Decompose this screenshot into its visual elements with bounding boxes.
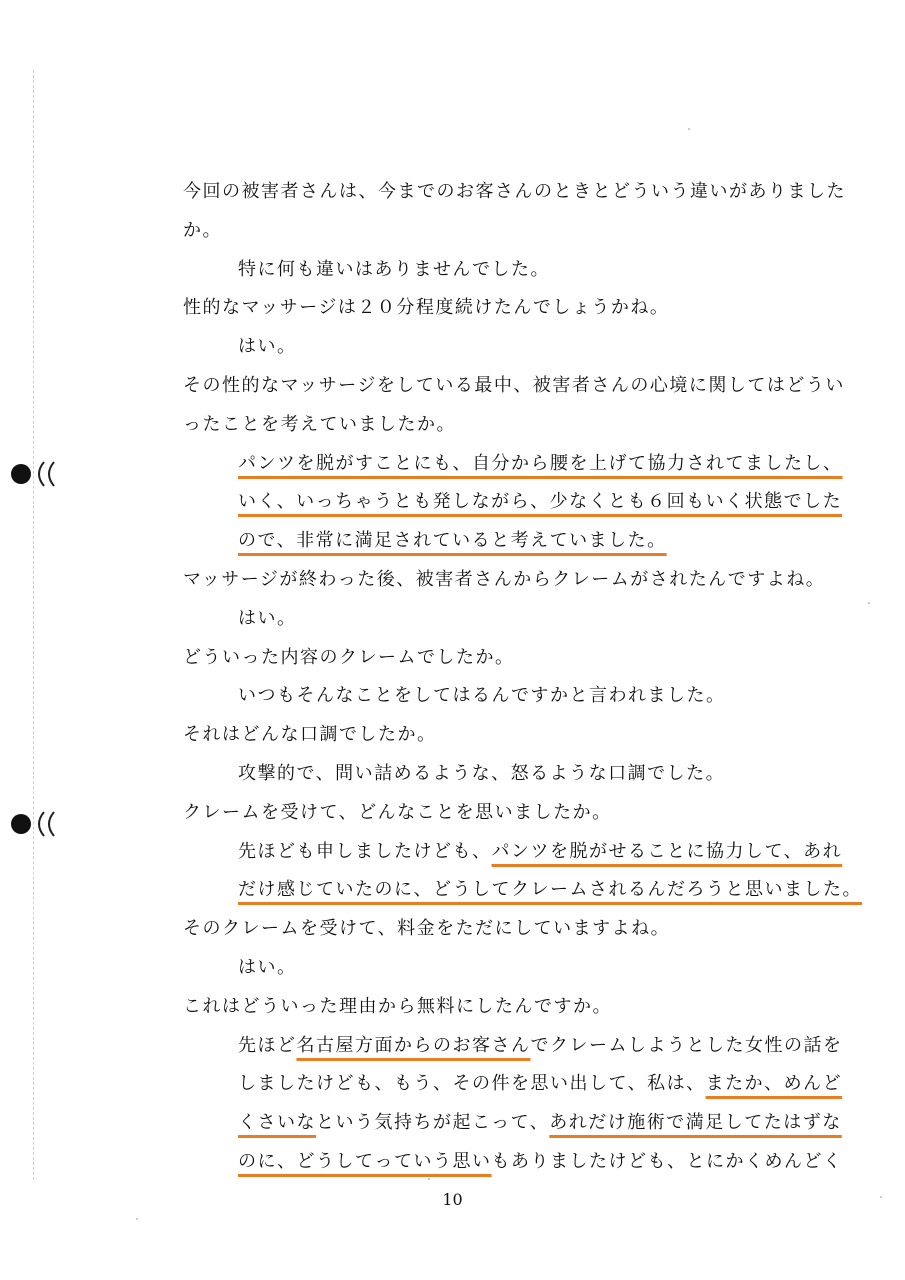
highlighted-text: ので、非常に満足されていると考えていました。 [238,530,667,552]
answer-line [238,1034,878,1058]
scan-speck [868,602,870,604]
scan-speck [136,1218,138,1220]
line-text: 攻撃的で、問い詰めるような、怒るような口調でした。 [238,763,726,784]
line-text: 今回の被害者さんは、今までのお客さんのときとどういう違いがありました [183,181,846,202]
question-line [183,180,846,204]
question-line [183,917,823,941]
highlighted-text: くさいな [238,1112,316,1134]
question-line [183,413,823,437]
line-text: いつもそんなことをしてはるんですかと言われました。 [238,685,726,707]
scan-speck [688,128,690,130]
answer-line [238,878,878,902]
answer-line [238,258,878,282]
line-text: これはどういった理由から無料にしたんですか。 [183,995,612,1017]
highlighted-text: 名古屋方面からのお客さん [296,1034,531,1056]
highlighted-text: だけ感じていたのに、どうしてクレームされるんだろうと思いました。 [238,879,862,901]
answer-line [238,684,878,708]
answer-line [238,335,878,359]
answer-line [238,529,878,553]
question-line [183,296,823,320]
question-line [183,568,826,592]
line-text: という気持ちが起こって、 [316,1112,550,1134]
highlighted-text: パンツを脱がせることに協力して、あれ [491,840,843,862]
line-text: 特に何も違いはありませんでした。 [238,258,550,280]
line-text: 先ほども申しましたけども、 [238,840,492,862]
line-text: はい。 [238,607,297,629]
highlighted-text: またか、めんど [705,1073,843,1095]
answer-line [238,490,878,514]
line-text: そのクレームを受けて、料金をただにしていますよね。 [183,918,671,940]
scan-speck [428,1178,430,1180]
answer-line [238,1150,878,1174]
line-text: クレームを受けて、どんなことを思いましたか。 [183,801,612,823]
answer-line [238,1072,878,1096]
question-line [183,995,823,1019]
line-text: それはどんな口調でしたか。 [183,724,437,746]
line-text: はい。 [238,957,297,978]
line-text: 性的なマッサージは２０分程度続けたんでしょうかね。 [183,297,670,319]
answer-line [238,607,878,631]
line-text: はい。 [238,336,297,358]
answer-line [238,762,878,786]
line-text: もありましたけども、とにかくめんどく [491,1151,843,1172]
page-number: 10 [442,1190,463,1209]
question-line [183,374,845,398]
punch-hole-icon [8,806,68,842]
answer-line [238,1111,878,1135]
answer-line [238,452,878,476]
line-text: ったことを考えていましたか。 [183,413,456,435]
question-line [183,646,823,670]
question-line [183,801,823,825]
line-text: マッサージが終わった後、被害者さんからクレームがされたんですよね。 [183,569,826,590]
question-line [183,723,823,747]
question-line [183,219,823,243]
highlighted-text: いく、いっちゃうとも発しながら、少なくとも６回もいく状態でした [238,491,843,513]
line-text: その性的なマッサージをしている最中、被害者さんの心境に関してはどうい [183,375,845,396]
highlighted-text: パンツを脱がすことにも、自分から腰を上げて協力されてましたし、 [238,452,843,474]
line-text: か。 [183,219,222,241]
punch-hole-icon [8,456,68,492]
line-text: でクレームしようとした女性の話を [530,1034,843,1056]
margin-rule [33,70,34,1180]
answer-line [238,840,878,864]
answer-line [238,956,878,980]
highlighted-text: のに、どうしてっていう思い [238,1151,492,1172]
highlighted-text: あれだけ施術で満足してたはずな [549,1112,842,1134]
line-text: どういった内容のクレームでしたか。 [183,646,515,668]
line-text: しましたけども、もう、その件を思い出して、私は、 [238,1073,706,1095]
line-text: 先ほど [238,1034,297,1056]
